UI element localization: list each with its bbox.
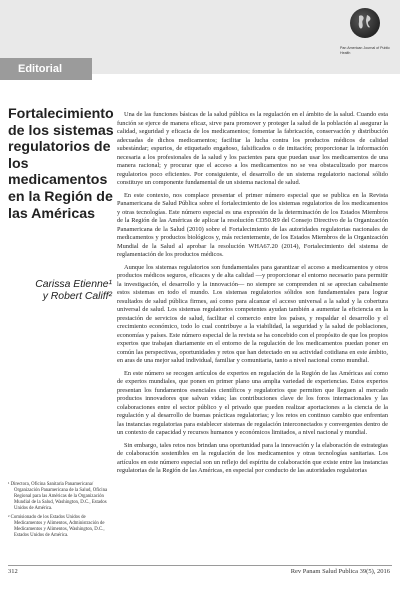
- journal-logo: [340, 8, 396, 70]
- body-paragraph-1: Una de las funciones básicas de la salud pública es la regulación en el ámbito de la salud. Cuando esta función se ejerce de manera eficaz, sirve para promover y proteger la salud de la población al asegurar la calidad, seguridad y eficacia de los medicamentos; fomentar la fabricación, conservación y distribución adecuadas de dichos medicamentos; facilitar la lucha contra los productos médicos de calidad subestándar; espurios, de etiquetado engañoso, falsificados o de imitación; proporcionar la información necesaria a los profesionales de la salud y los pacientes para que puedan usar los medicamentos de una manera racional; y procurar que el acceso a los medicamentos no se vea obstaculizado por marcos regulatorios poco eficientes. Por consiguiente, el desarrollo de un sistema regulatorio nacional sólido constituye un componente fundamental de un sistema nacional de salud.: [117, 111, 388, 186]
- page-number: 312: [8, 568, 18, 575]
- footnote-1: ¹ Directora, Oficina Sanitaria Panamericana/ Organización Panamericana de la Salud, Oficina Regional para las Américas de la Organización Mundial de la Salud, Washington, D.C., Estados Unidos de América.: [8, 482, 108, 511]
- author-califf: y Robert Califf²: [42, 291, 112, 303]
- journal-reference: Rev Panam Salud Publica 39(5), 2016: [290, 568, 390, 575]
- article-authors: [14, 279, 112, 304]
- article-body: [117, 111, 388, 566]
- body-paragraph-2: En este contexto, nos complace presentar el primer número especial que se publica en la Revista Panamericana de Salud Pública sobre el fortalecimiento de los sistemas regulatorios de los medicamentos y otras tecnologías. Este número especial es una expresión de la determinación de los Estados Miembros de la Región de las Américas de aplicar la resolución CD50.R9 del Consejo Directivo de la Organización Panamericana de la Salud (2010) sobre el Fortalecimiento de las autoridades regulatorias nacionales de medicamentos y productos biológicos y, más recientemente, de los Estados Miembros de la Organización Mundial de la Salud al aprobar la resolución WHA67.20 (2014), Fortalecimiento del sistema de reglamentación de los productos médicos.: [117, 191, 388, 258]
- globe-icon: [350, 8, 380, 38]
- section-label: Editorial: [0, 58, 92, 80]
- footnote-2: ² Comisionado de los Estados Unidos de Medicamentos y Alimentos, Administración de Medicamentos y Alimentos, Washington, D.C., Estados Unidos de América.: [8, 515, 105, 538]
- body-paragraph-4: En este número se recogen artículos de expertos en regulación de la Región de las Américas así como de expertos mundiales, que ponen en primer plano una amplia variedad de experiencias. Estos expertos presentan los fundamentos esenciales científicos y regulatorios que permiten que lleguen al mercado productos innovadores que salvan vidas; las contribuciones clave de los foros internacionales y las colaboraciones entre el sector público y el privado que pueden realizar aportaciones a la ciencia de la regulación y al desarrollo de buenas prácticas regulatorias; y los retos en continuo cambio que enfrentan las instancias regulatorias para establecer sistemas de regulación interconectados y convergentes dentro de un contexto de capacidad y recursos humanos y económicos limitados, a nivel nacional y mundial.: [117, 369, 388, 436]
- journal-logo-text: Pan American Journal of Public Health: [340, 46, 390, 55]
- author-etienne: Carissa Etienne¹: [35, 279, 112, 290]
- article-title: Fortalecimiento de los sistemas regulatorios de los medicamentos en la Región de las Américas: [8, 106, 114, 222]
- body-paragraph-5: Sin embargo, tales retos nos brindan una oportunidad para la innovación y la elaboración de estrategias de colaboración sostenibles en la regulación de los medicamentos y otras tecnologías sanitarias. Los artículos en este número especial son un reflejo del espíritu de colaboración que existe entre las instancias regulatorias de la Región de las Américas, en especial por conducto de las autoridades regulatorias: [117, 441, 388, 474]
- body-paragraph-3: Aunque los sistemas regulatorios son fundamentales para garantizar el acceso a medicamentos y otros productos médicos seguros, eficaces y de alta calidad —y proporcionar el entorno necesario para permitir la investigación, el desarrollo y la innovación— no siempre se comprenden ni se aprecian cabalmente estos sistemas en todo el mundo. Los sistemas regulatorios sólidos son fundamentales para lograr resultados de salud pública firmes, así como para alcanzar el acceso universal a la salud y la cobertura universal de salud. Los sistemas regulatorios competentes ayudan también a aumentar la eficiencia en la prestación de servicios de salud, facilitar el comercio entre los países, y respaldar el desarrollo y el crecimiento económico, todo lo cual contribuye a la viabilidad, la seguridad y la salud de poblaciones, economías y países. Este número especial de la revista se ha concebido con el propósito de que los propios expertos que trabajan diariamente en el entorno de la regulación de los medicamentos puedan poner en común las perspectivas, oportunidades y retos que han detectado en su actividad cotidiana en este ámbito, en aras de una mejor salud individual, familiar y comunitaria, tanto a nivel nacional como mundial.: [117, 263, 388, 364]
- affiliation-footnotes: [8, 482, 112, 542]
- footer-rule: [8, 565, 392, 566]
